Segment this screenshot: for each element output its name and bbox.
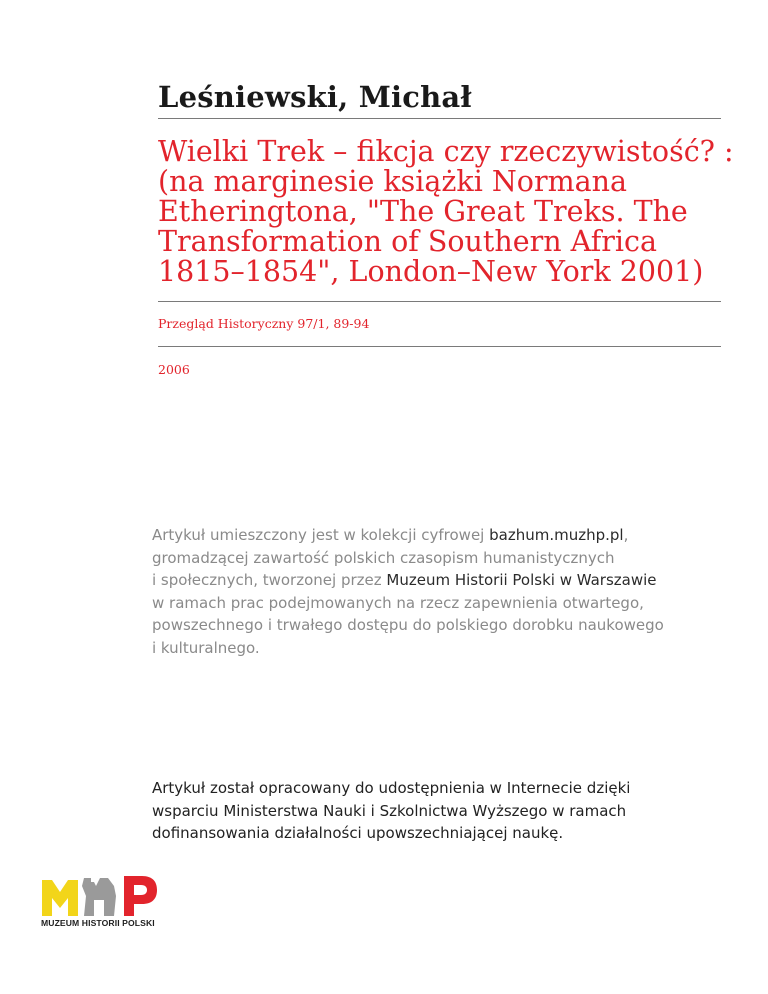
- divider-bottom: [158, 346, 721, 347]
- notice-text: i kulturalnego.: [152, 638, 260, 657]
- ack-line: dofinansowania działalności upowszechniającej naukę.: [152, 824, 564, 842]
- title-line: Etheringtona, "The Great Treks. The: [158, 195, 688, 228]
- divider-top: [158, 118, 721, 119]
- publication-year: 2006: [158, 362, 190, 377]
- notice-text: w ramach prac podejmowanych na rzecz zapewnienia otwartego,: [152, 593, 644, 612]
- museum-logo-icon: [40, 872, 158, 918]
- museum-logo-text: MUZEUM HISTORII POLSKI: [41, 918, 155, 928]
- museum-link[interactable]: Muzeum Historii Polski w Warszawie: [386, 571, 657, 589]
- journal-source: Przegląd Historyczny 97/1, 89-94: [158, 316, 370, 331]
- title-line: Transformation of Southern Africa: [158, 225, 657, 258]
- article-title: [158, 137, 738, 287]
- notice-text: i społecznych, tworzonej przez: [152, 571, 387, 589]
- ack-line: Artykuł został opracowany do udostępnienia w Internecie dzięki: [152, 779, 631, 797]
- collection-notice: [152, 524, 712, 659]
- notice-text: gromadzącej zawartość polskich czasopism humanistycznych: [152, 548, 615, 567]
- funding-acknowledgement: [152, 777, 712, 845]
- title-line: 1815–1854", London–New York 2001): [158, 255, 704, 288]
- notice-text: Artykuł umieszczony jest w kolekcji cyfrowej: [152, 526, 490, 544]
- notice-text: ,: [623, 526, 629, 544]
- notice-text: powszechnego i trwałego dostępu do polskiego dorobku naukowego: [152, 616, 664, 634]
- ack-line: wsparciu Ministerstwa Nauki i Szkolnictwa Wyższego w ramach: [152, 801, 627, 820]
- title-line: (na marginesie książki Normana: [158, 165, 627, 198]
- author-name: Leśniewski, Michał: [158, 80, 472, 114]
- divider-middle: [158, 301, 721, 302]
- bazhum-link[interactable]: bazhum.muzhp.pl: [489, 526, 624, 544]
- title-line: Wielki Trek – fikcja czy rzeczywistość? :: [158, 135, 734, 168]
